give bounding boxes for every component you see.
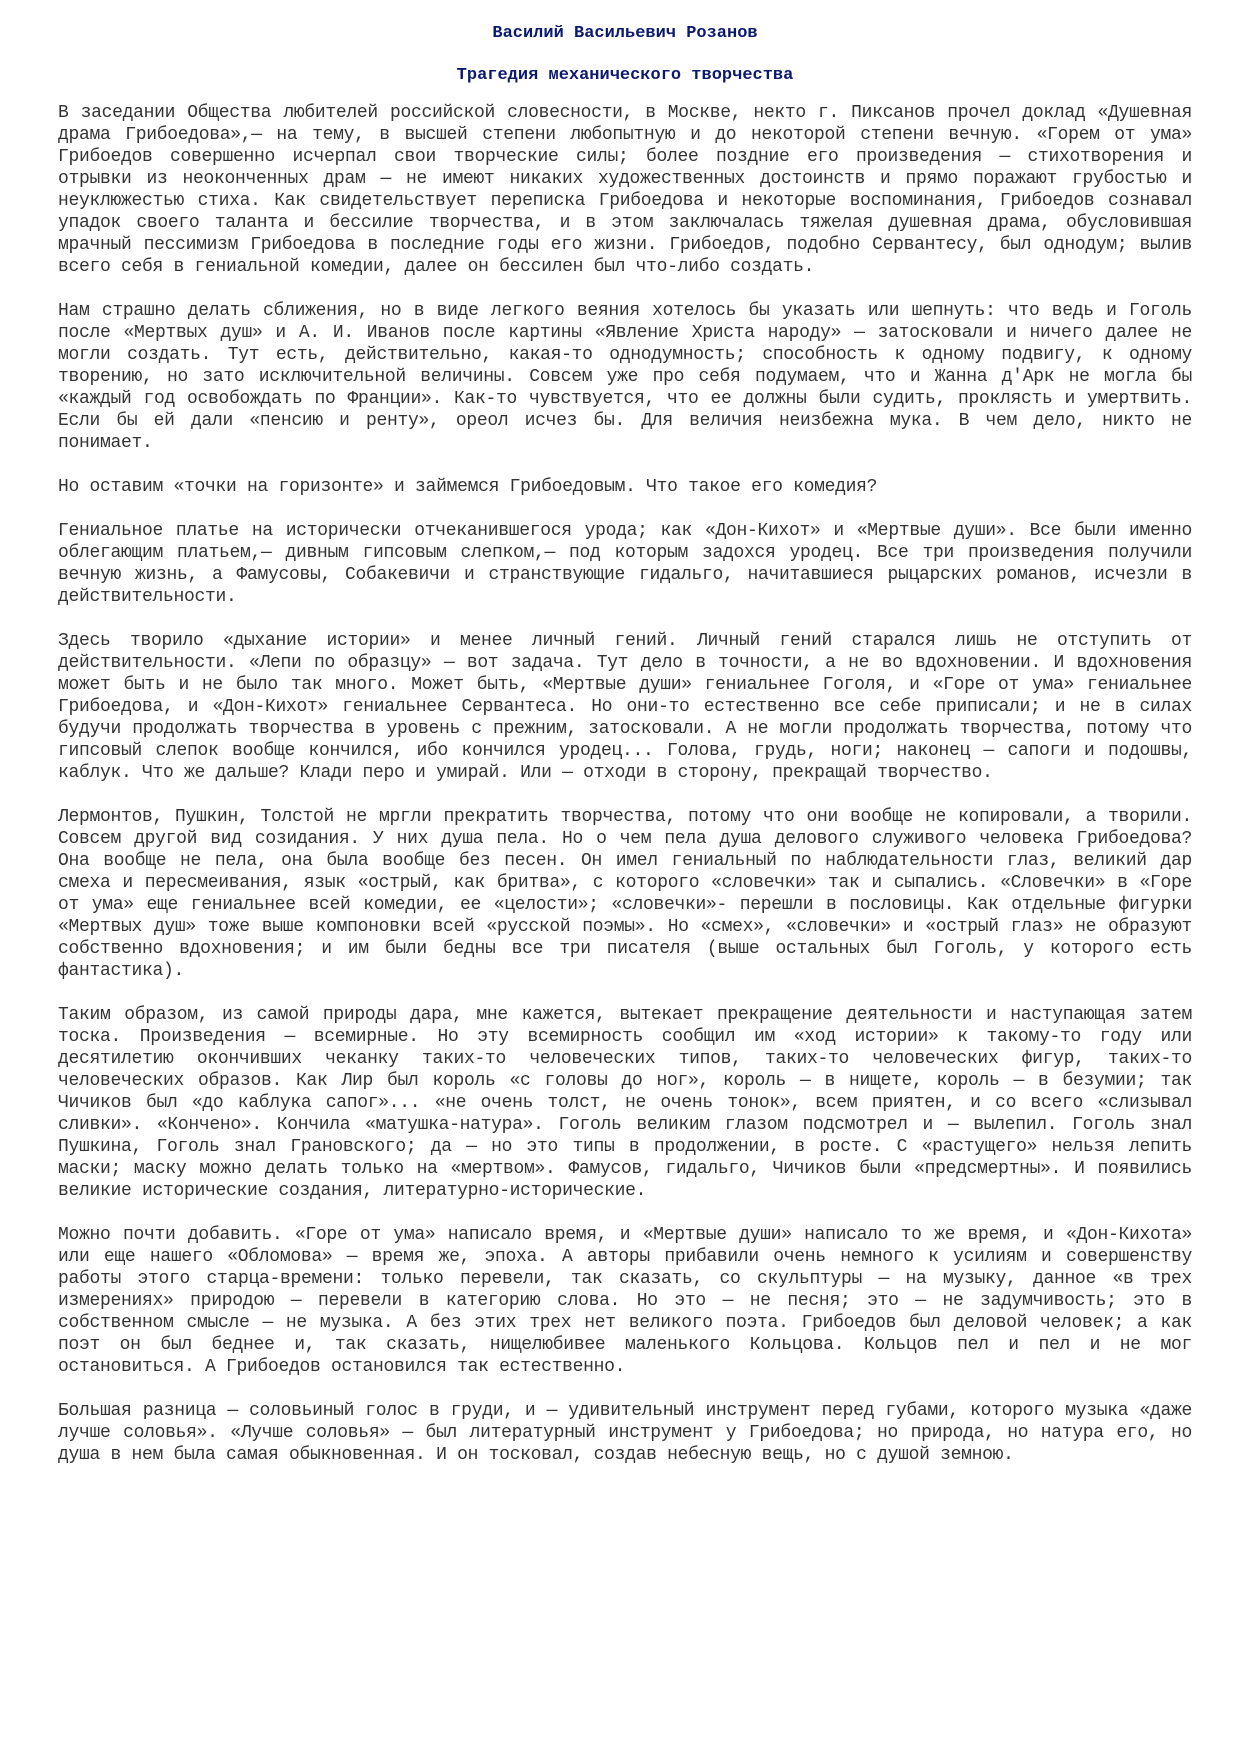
paragraph: Можно почти добавить. «Горе от ума» написало время, и «Мертвые души» написало то же время, и «Дон-Кихота» или еще нашего «Обломова» — время же, эпоха. А авторы прибавили очень немного к усилиям и совершенству работы этого старца-времени: только перевели, так сказать, со скульптуры — на музыку, данное «в трех измерениях» природою — перевели в категорию слова. Но это — не песня; это — не задумчивость; это в собственном смысле — не музыка. А без этих трех нет великого поэта. Грибоедов был деловой человек; а как поэт он был беднее и, так сказать, нищелюбивее маленького Кольцова. Кольцов пел и пел и не мог остановиться. А Грибоедов остановился так естественно. (58, 1225, 1192, 1377)
paragraph: В заседании Общества любителей российской словесности, в Москве, некто г. Пиксанов прочел доклад «Душевная драма Грибоедова»,— на тему, в высшей степени любопытную и до некоторой степени вечную. «Горем от ума» Грибоедов совершенно исчерпал свои творческие силы; более поздние его произведения — стихотворения и отрывки из неоконченных драм — не имеют никаких художественных достоинств и прямо поражают грубостью и неуклюжестью стиха. Как свидетельствует переписка Грибоедова и некоторые воспоминания, Грибоедов сознавал упадок своего таланта и бессилие творчества, и в этом заключалась тяжелая душевная драма, обусловившая мрачный пессимизм Грибоедова в последние годы его жизни. Грибоедов, подобно Сервантесу, был однодум; вылив всего себя в гениальной комедии, далее он бессилен был что-либо создать. (58, 103, 1192, 277)
article-title: Трагедия механического творчества (456, 66, 794, 85)
paragraph: Но оставим «точки на горизонте» и займемся Грибоедовым. Что такое его комедия? (58, 477, 878, 497)
paragraph: Здесь творило «дыхание истории» и менее личный гений. Личный гений старался лишь не отступить от действительности. «Лепи по образцу» — вот задача. Тут дело в точности, а не во вдохновении. И вдохновения может быть и не было так много. Может быть, «Мертвые души» гениальнее Гоголя, и «Горе от ума» гениальнее Грибоедова, и «Дон-Кихот» гениальнее Сервантеса. Но они-то естественно все себе приписали; и не в силах будучи продолжать творчества в уровень с прежним, затосковали. А не могли продолжать творчества, потому что гипсовый слепок вообще кончился, ибо кончился уродец... Голова, грудь, ноги; наконец — сапоги и подошвы, каблук. Что же дальше? Клади перо и умирай. Или — отходи в сторону, прекращай творчество. (58, 631, 1192, 783)
paragraph: Большая разница — соловьиный голос в груди, и — удивительный инструмент перед губами, которого музыка «даже лучше соловья». «Лучше соловья» — был литературный инструмент у Грибоедова; но природа, но натура его, но душа в нем была самая обыкновенная. И он тосковал, создав небесную вещь, но с душой земною. (58, 1401, 1192, 1465)
paragraph: Гениальное платье на исторически отчеканившегося урода; как «Дон-Кихот» и «Мертвые души». Все были именно облегающим платьем,— дивным гипсовым слепком,— под которым задохся уродец. Все три произведения получили вечную жизнь, а Фамусовы, Собакевичи и странствующие гидальго, начитавшиеся рыцарских романов, исчезли в действительности. (58, 521, 1192, 607)
paragraph: Нам страшно делать сближения, но в виде легкого веяния хотелось бы указать или шепнуть: что ведь и Гоголь после «Мертвых душ» и А. И. Иванов после картины «Явление Христа народу» — затосковали и ничего далее не могли создать. Тут есть, действительно, какая-то однодумность; способность к одному подвигу, к одному творению, но зато исключительной величины. Совсем уже про себя подумаем, что и Жанна д'Арк не могла бы «каждый год освобождать по Франции». Как-то чувствуется, что ее должны были судить, проклясть и умертвить. Если бы ей дали «пенсию и ренту», ореол исчез бы. Для величия неизбежна мука. В чем дело, никто не понимает. (58, 301, 1192, 453)
article-body (58, 102, 1192, 1466)
author-name: Василий Васильевич Розанов (492, 24, 758, 43)
paragraph: Лермонтов, Пушкин, Толстой не мргли прекратить творчества, потому что они вообще не копировали, а творили. Совсем другой вид созидания. У них душа пела. Но о чем пела душа делового служивого человека Грибоедова? Она вообще не пела, она была вообще без песен. Он имел гениальный по наблюдательности глаз, великий дар смеха и пересмеивания, язык «острый, как бритва», с которого «словечки» так и сыпались. «Словечки» в «Горе от ума» еще гениальнее всей комедии, ее «целости»; «словечки»- перешли в пословицы. Как отдельные фигурки «Мертвых душ» тоже выше компоновки всей «русской поэмы». Но «смех», «словечки» и «острый глаз» не образуют собственно вдохновения; и им были бедны все три писателя (выше остальных был Гоголь, у которого есть фантастика). (58, 807, 1192, 981)
paragraph: Таким образом, из самой природы дара, мне кажется, вытекает прекращение деятельности и наступающая затем тоска. Произведения — всемирные. Но эту всемирность сообщил им «ход истории» к такому-то году или десятилетию окончивших чеканку таких-то человеческих типов, таких-то человеческих фигур, таких-то человеческих образов. Как Лир был король «с головы до ног», король — в нищете, король — в безумии; так Чичиков был «до каблука сапог»... «не очень толст, не очень тонок», всем приятен, и со всего «слизывал сливки». «Кончено». Кончила «матушка-натура». Гоголь великим глазом подсмотрел и — вылепил. Гоголь знал Пушкина, Гоголь знал Грановского; да — но это типы в продолжении, в росте. С «растущего» нельзя лепить маски; маску можно делать только на «мертвом». Фамусов, гидальго, Чичиков были «предсмертны». И появились великие исторические создания, литературно-исторические. (58, 1005, 1192, 1201)
